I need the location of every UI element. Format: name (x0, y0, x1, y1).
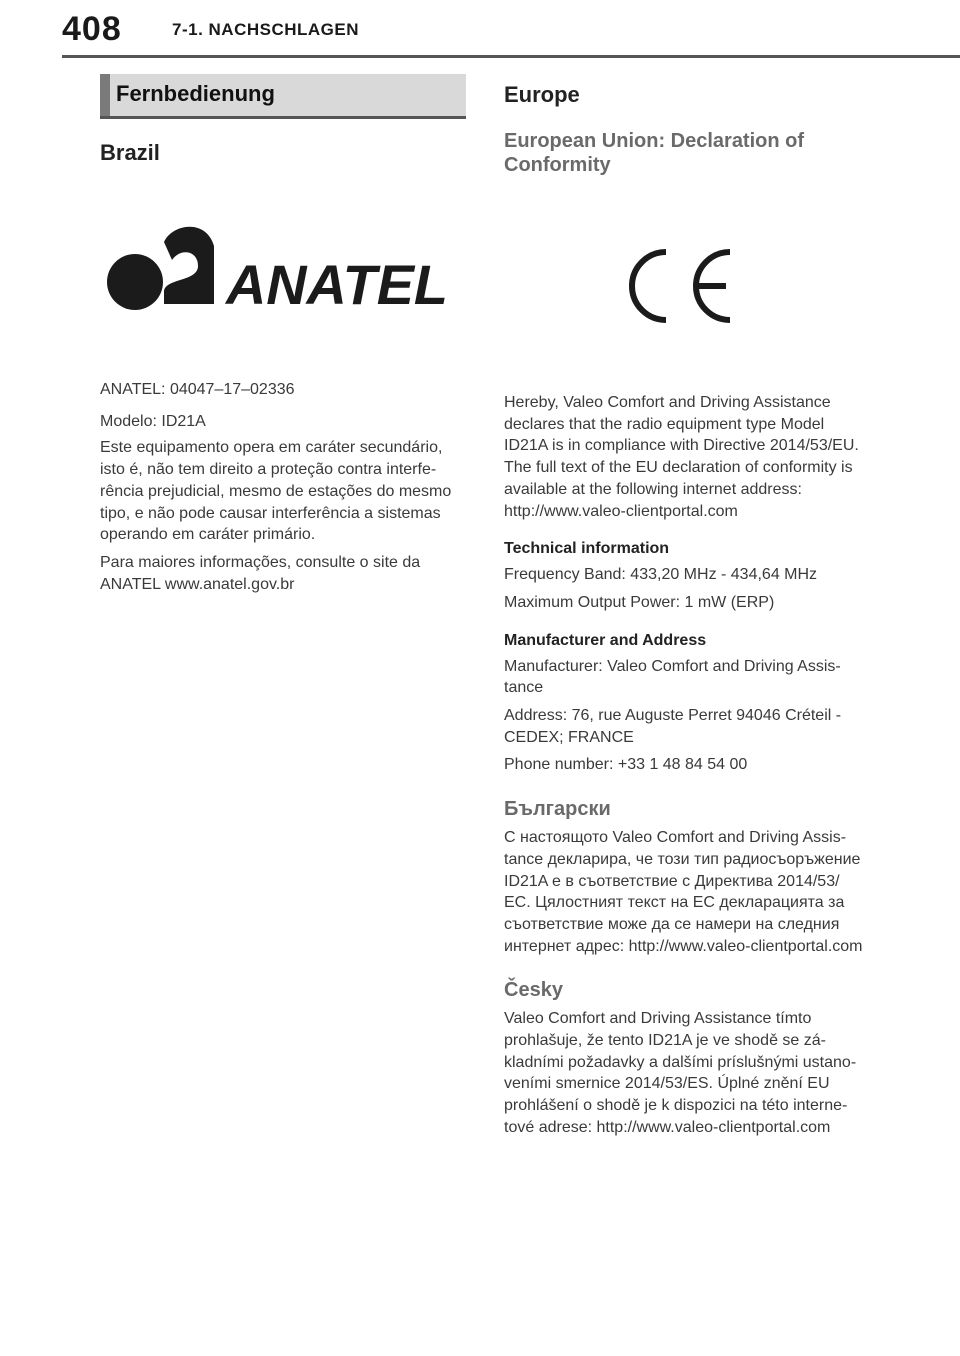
chapter-title: 7-1. NACHSCHLAGEN (172, 20, 360, 39)
header-rule (62, 55, 960, 58)
brazil-paragraph-2: Para maiores informações, consulte o site da ANATEL www.anatel.gov.br (100, 553, 421, 593)
czech-paragraph: Valeo Comfort and Driving Assistance tímto prohlašuje, že tento ID21A je ve shodě se zá-kladními požadavky a dalšími príslušnými ustano-veními smernice 2014/53/ES. Úplné znění EU prohlášení o shodě je k dispozici na této interne-tové adrese: http://www.valeo-clientportal.com (504, 1010, 857, 1136)
brazil-heading: Brazil (100, 140, 160, 165)
page-number: 408 (62, 10, 122, 48)
brazil-text-block (100, 379, 466, 595)
tech-info-heading: Technical information (504, 540, 670, 558)
svg-text:ANATEL: ANATEL (224, 253, 448, 310)
europe-heading-block (504, 82, 580, 108)
bulgarian-heading: Български (504, 798, 611, 821)
ce-mark-c (632, 252, 666, 320)
frequency-band: Frequency Band: 433,20 MHz - 434,64 MHz (504, 566, 818, 584)
output-power: Maximum Output Power: 1 mW (ERP) (504, 593, 775, 611)
left-column (100, 74, 466, 593)
section-title: Fernbedienung (116, 81, 275, 106)
anatel-logo (106, 220, 450, 310)
brazil-heading-block (100, 140, 160, 166)
address-text: Address: 76, rue Auguste Perret 94046 Créteil - CEDEX; FRANCE (504, 707, 842, 746)
manufacturer-text: Manufacturer: Valeo Comfort and Driving Assis-tance (504, 657, 841, 697)
brazil-paragraph-1: Este equipamento opera em caráter secundário, isto é, não tem direito a proteção contra interfe-rência prejudicial, mesmo de estações do mesmo tipo, e não pode causar interferência a sistemas operando em caráter primário. (100, 439, 452, 544)
section-title-bar (100, 74, 466, 119)
model-text: Modelo: ID21A (100, 412, 206, 430)
anatel-logo-mark (164, 227, 214, 304)
bulgarian-paragraph: С настоящото Valeo Comfort and Driving Assis-tance декларира, че този тип радиосъоръжение ID21A е в съответствие с Директива 2014/53/ЕС. Цялостният текст на ЕС декларацията за съответствие може да се намери на следния интернет адрес: http://www.valeo-clientportal.com (504, 829, 863, 955)
eu-text-block (504, 392, 864, 1139)
hereby-paragraph: Hereby, Valeo Comfort and Driving Assistance declares that the radio equipment type Model ID21A is in compliance with Directive 2014/53/EU. The full text of the EU declaration of conformity is available at the following internet address: http://www.valeo-clientportal.com (504, 394, 859, 520)
anatel-code: ANATEL: 04047–17–02336 (100, 381, 295, 398)
section-bar-accent (100, 74, 110, 116)
czech-heading: Česky (504, 979, 563, 1002)
anatel-logo-dot (107, 254, 163, 310)
manufacturer-heading: Manufacturer and Address (504, 631, 707, 649)
eu-subheading-block (504, 129, 874, 177)
phone-text: Phone number: +33 1 48 84 54 00 (504, 756, 748, 774)
ce-mark-icon (628, 248, 738, 324)
europe-heading: Europe (504, 82, 580, 107)
eu-subheading: European Union: Declaration of Conformity (504, 130, 805, 176)
